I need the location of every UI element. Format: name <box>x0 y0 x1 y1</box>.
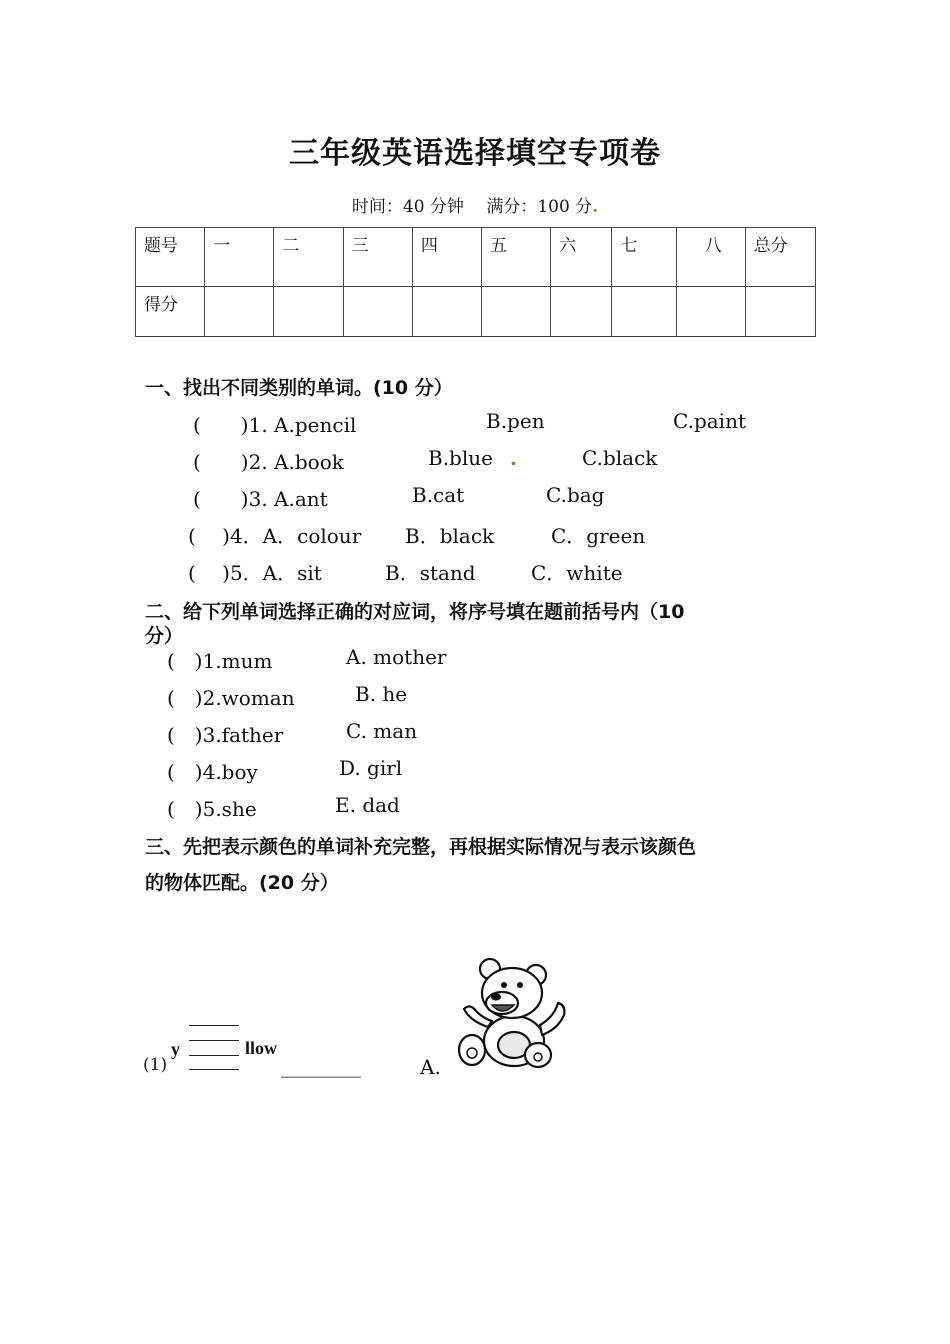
score-header-cell: 四 <box>412 228 481 287</box>
section2-heading-line1: 二、给下列单词选择正确的对应词，将序号填在题前括号内（10 <box>145 601 685 623</box>
page-title: 三年级英语选择填空专项卷 <box>289 136 661 171</box>
score-header-cell: 七 <box>612 228 676 287</box>
score-header-cell: 三 <box>343 228 412 287</box>
bear-eye-right <box>517 982 523 988</box>
score-cell[interactable] <box>274 287 343 337</box>
item1-number: (1) <box>143 1055 168 1075</box>
q3-option-c: C.bag <box>546 483 605 507</box>
score-cell[interactable] <box>612 287 676 337</box>
exam-info <box>0 192 950 217</box>
answer-blank[interactable]: ________ <box>281 1054 361 1078</box>
q2-option-b: B.blue <box>428 446 493 470</box>
q5-option-c: C．white <box>531 561 623 585</box>
score-header-cell: 六 <box>551 228 612 287</box>
score-cell[interactable] <box>676 287 745 337</box>
score-cell[interactable] <box>343 287 412 337</box>
q2-option-c: C.black <box>582 446 658 470</box>
q2-dot: . <box>510 446 517 470</box>
letter-blank-line <box>189 1069 239 1070</box>
score-row-label: 得分 <box>136 287 205 337</box>
bear-nose <box>491 994 501 1001</box>
letter-blank-line <box>189 1025 239 1026</box>
score-header-cell: 五 <box>482 228 551 287</box>
score-header-cell: 二 <box>274 228 343 287</box>
match-item-right: E. dad <box>335 793 400 817</box>
match-item-left: ( )5.she <box>167 797 257 821</box>
word-suffix: llow <box>245 1038 278 1058</box>
q3-option-b: B.cat <box>412 483 465 507</box>
teddy-bear-illustration <box>452 955 570 1071</box>
q2-option-a: ( )2. A.book <box>193 450 344 474</box>
score-cell[interactable] <box>551 287 612 337</box>
match-item-left: ( )3.father <box>167 723 284 747</box>
q3-option-a: ( )3. A.ant <box>193 487 328 511</box>
score-cell[interactable] <box>482 287 551 337</box>
exam-info-dot: . <box>592 197 599 217</box>
score-header-cell: 总分 <box>745 228 815 287</box>
q1-option-c: C.paint <box>673 409 746 433</box>
section3-heading-line1: 三、先把表示颜色的单词补充完整，再根据实际情况与表示该颜色 <box>145 836 697 858</box>
score-header-cell: 一 <box>205 228 274 287</box>
match-item-right: C. man <box>346 719 418 743</box>
score-cell[interactable] <box>205 287 274 337</box>
q5-option-a: ( )5．A．sit <box>188 561 322 585</box>
score-cell[interactable] <box>412 287 481 337</box>
section2-heading-line2: 分） <box>145 625 184 647</box>
q4-option-a: ( )4．A．colour <box>188 524 362 548</box>
q4-option-c: C．green <box>551 524 646 548</box>
score-header-cell: 题号 <box>136 228 205 287</box>
match-item-left: ( )2.woman <box>167 686 295 710</box>
bear-arm-right <box>540 1003 564 1035</box>
section3-heading-line2: 的物体匹配。(20 分） <box>145 872 339 894</box>
match-item-right: B. he <box>355 682 408 706</box>
q5-option-b: B．stand <box>385 561 476 585</box>
score-table <box>135 227 816 337</box>
bear-eye-left <box>501 982 507 988</box>
match-item-right: D. girl <box>339 756 403 780</box>
q1-option-a: ( )1. A.pencil <box>193 413 357 437</box>
score-cell[interactable] <box>745 287 815 337</box>
match-item-left: ( )4.boy <box>167 760 258 784</box>
section1-heading: 一、找出不同类别的单词。(10 分） <box>145 377 453 399</box>
bear-leg-left <box>459 1035 485 1065</box>
q4-option-b: B．black <box>405 524 495 548</box>
bear-leg-right <box>525 1043 551 1067</box>
score-header-cell: 八 <box>676 228 745 287</box>
letter-blank-line <box>189 1040 239 1041</box>
exam-info-text: 时间：40 分钟 满分：100 分 <box>351 197 593 217</box>
letter-blank-line <box>189 1055 239 1056</box>
word-prefix: y <box>171 1039 180 1059</box>
match-item-left: ( )1.mum <box>167 649 273 673</box>
q1-option-b: B.pen <box>486 409 545 433</box>
match-item-right: A. mother <box>346 645 447 669</box>
option-a-label: A. <box>420 1055 441 1079</box>
